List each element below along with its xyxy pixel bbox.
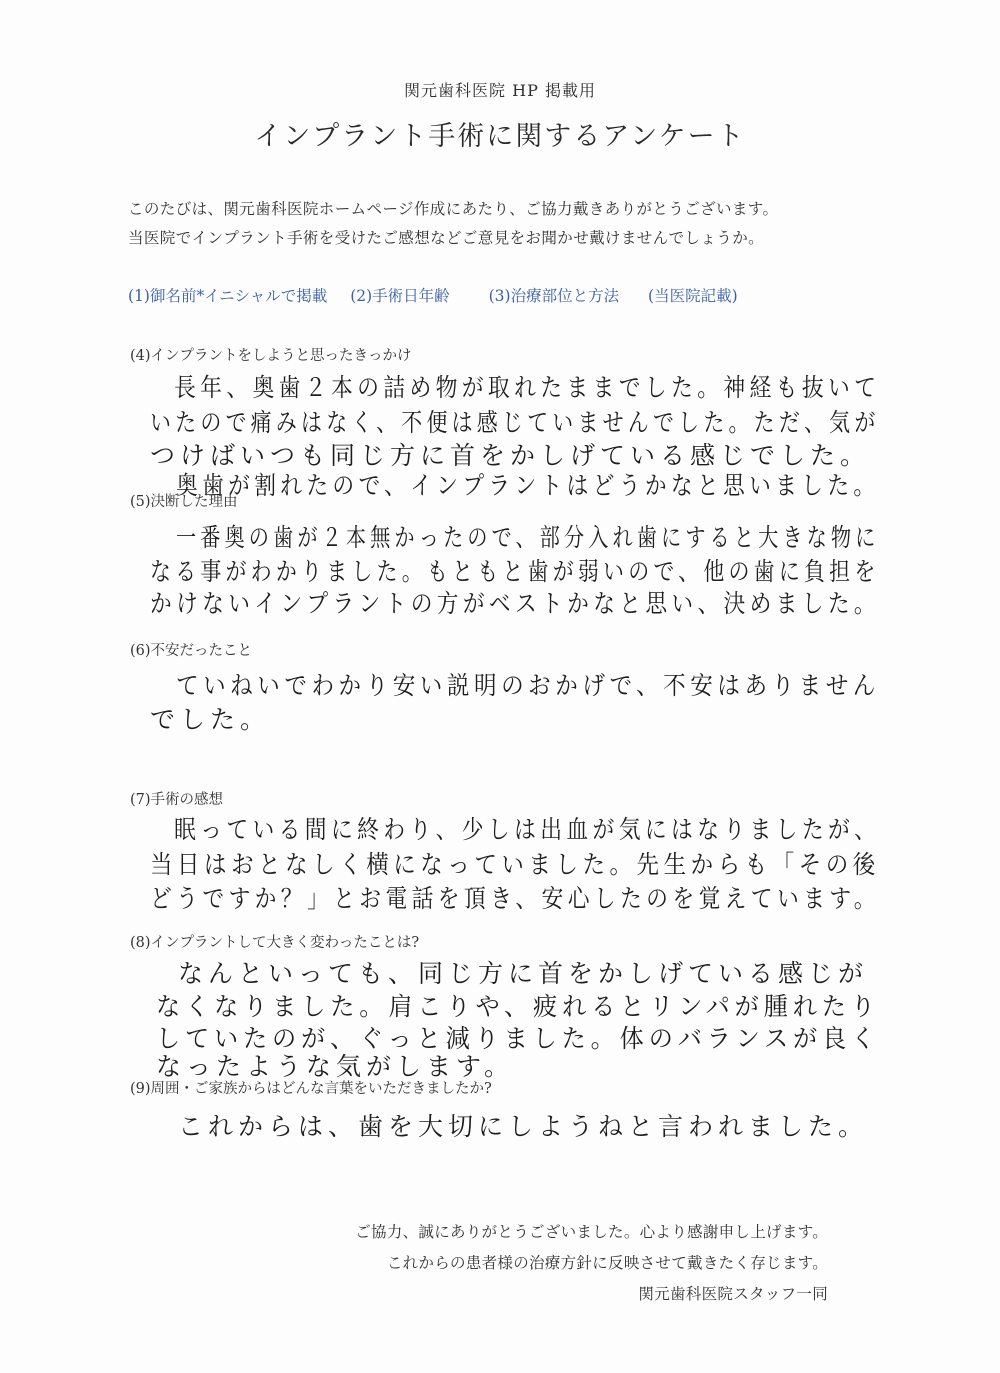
clinic-item-treatment: (3)治療部位と方法 [488, 287, 620, 305]
question-label: (7)手術の感想 [130, 792, 224, 808]
question-label: (9)周囲・ご家族からはどんな言葉をいただきましたか? [130, 1081, 492, 1097]
closing-note: これからの患者様の治療方針に反映させて戴きたく存じます。 [386, 1254, 828, 1272]
document-title: インプラント手術に関するアンケート [254, 121, 746, 152]
clinic-item-date-age: (2)手術日年齢 [350, 287, 450, 305]
answer-line: かけないインプラントの方がベストかなと思い、決めました。 [150, 589, 880, 618]
answer-line: なる事がわかりました。もともと歯が弱いので、他の歯に負担を [150, 557, 880, 586]
answer-line: これからは、歯を大切にしようねと言われました。 [178, 1112, 869, 1141]
document-subtitle: 関元歯科医院 HP 掲載用 [404, 81, 596, 100]
answer-line: なんといっても、同じ方に首をかしげている感じが [178, 959, 869, 988]
answer-line: なったような気がします。 [156, 1052, 515, 1081]
question-label: (6)不安だったこと [130, 643, 253, 659]
answer-line: 長年、奥歯２本の詰め物が取れたままでした。神経も抜いて [174, 373, 881, 402]
answer-line: ていねいでわかり安い説明のおかげで、不安はありません [176, 671, 880, 700]
answer-line: 眠っている間に終わり、少しは出血が気にはなりましたが、 [174, 815, 881, 844]
answer-line: 当日はおとなしく横になっていました。先生からも「その後 [150, 850, 880, 879]
closing-signature: 関元歯科医院スタッフ一同 [638, 1285, 828, 1303]
answer-line: していたのが、ぐっと減りました。体のバランスが良く [156, 1024, 881, 1053]
clinic-items-row [128, 284, 756, 306]
answer-line: 奥歯が割れたので、インプラントはどうかなと思いました。 [176, 471, 880, 500]
answer-line: つけばいつも同じ方に首をかしげている感じでした。 [150, 441, 871, 470]
clinic-item-note: (当医院記載) [648, 287, 738, 305]
answer-line: でした。 [150, 705, 271, 734]
question-label: (8)インプラントして大きく変わったことは? [130, 935, 420, 951]
answer-line: いたので痛みはなく、不便は感じていませんでした。ただ、気が [150, 408, 880, 437]
answer-line: なくなりました。肩こりや、疲れるとリンパが腫れたり [156, 992, 880, 1021]
closing-thanks: ご協力、誠にありがとうございました。心より感謝申し上げます。 [355, 1223, 828, 1241]
question-label: (4)インプラントをしようと思ったきっかけ [130, 348, 412, 364]
answer-line: どうですか？」とお電話を頂き、安心したのを覚えています。 [150, 884, 880, 913]
intro-line-1: このたびは、関元歯科医院ホームページ作成にあたり、ご協力戴きありがとうございます。 [128, 200, 779, 218]
intro-line-2: 当医院でインプラント手術を受けたご感想などご意見をお聞かせ戴けませんでしょうか。 [128, 229, 765, 247]
question-label: (5)決断した理由 [130, 494, 238, 510]
clinic-item-name: (1)御名前*イニシャルで掲載 [128, 287, 328, 305]
answer-line: 一番奥の歯が２本無かったので、部分入れ歯にすると大きな物に [176, 523, 880, 552]
